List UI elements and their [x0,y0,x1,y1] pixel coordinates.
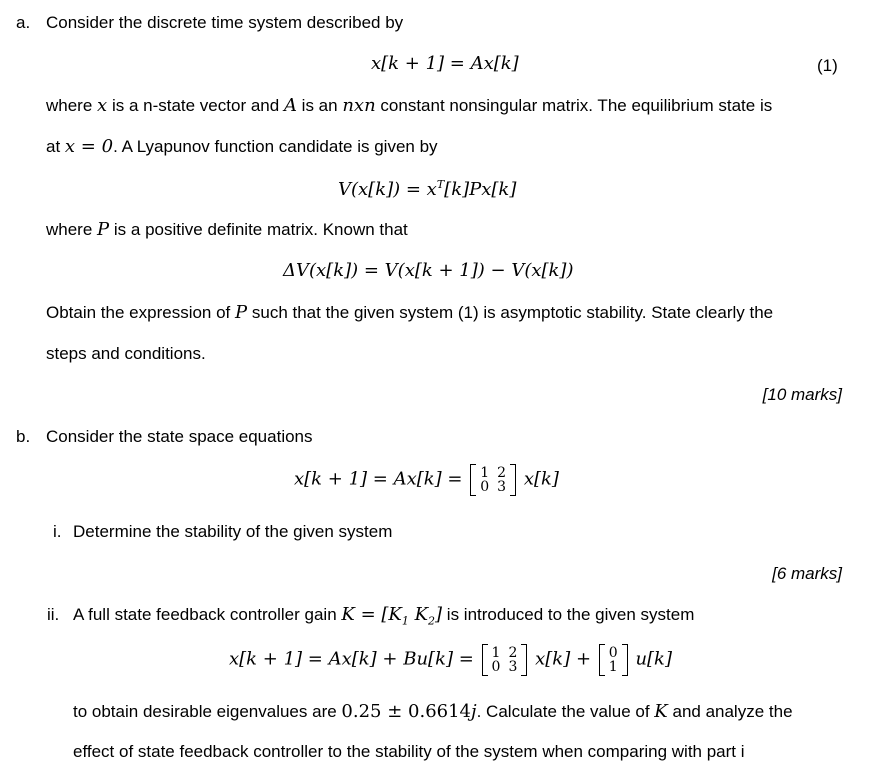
equation-1: x[k + 1] = Ax[k] [371,53,519,74]
part-a-intro: Consider the discrete time system described by [46,13,404,32]
part-b-i-label: i. [53,522,62,541]
part-b-ii-line-1: to obtain desirable eigenvalues are 0.25 ± 0.6614j. Calculate the value of K and analyze the [73,701,793,722]
delta-v-equation: ΔV(x[k]) = V(x[k + 1]) − V(x[k]) [283,260,574,281]
part-b-ii-text: A full state feedback controller gain $K = [K_1$ $K_2$] is introduced to the given system [73,604,695,628]
feedback-equation: x[k + 1] = Ax[k] + Bu[k] = 1 2 0 3 x[k] + 0 1 u[k] [229,645,672,675]
part-a-label: a. [16,13,31,32]
part-b-ii-label: ii. [47,605,60,624]
matrix-b: 0 1 [599,646,628,674]
matrix-a-2: 1 2 0 3 [482,646,528,674]
part-a-line-4: Obtain the expression of P such that the given system (1) is asymptotic stability. State clearly the [46,302,774,323]
matrix-a: 1 2 0 3 [470,466,516,494]
part-b-i-marks: [6 marks] [772,564,842,583]
part-b-label: b. [16,427,31,446]
part-a-line-2: at x = 0. A Lyapunov function candidate is given by [46,136,438,157]
part-b-intro: Consider the state space equations [46,427,313,446]
part-a-line-1: where x is a n-state vector and A is an nxn constant nonsingular matrix. The equilibrium state is [46,95,773,116]
equation-1-number: (1) [817,56,838,75]
lyapunov-equation: $V(x[k]) = x^T[k]Px[k]$ [338,178,517,200]
part-b-ii-line-2: effect of state feedback controller to the stability of the system when comparing with part i [73,742,745,761]
part-a-marks: [10 marks] [762,385,842,404]
part-a-line-5: steps and conditions. [46,344,206,363]
state-space-equation: x[k + 1] = Ax[k] = 1 2 0 3 x[k] [294,465,559,495]
part-a-line-3: where P is a positive definite matrix. Known that [46,219,408,240]
part-b-i-text: Determine the stability of the given system [73,522,393,541]
